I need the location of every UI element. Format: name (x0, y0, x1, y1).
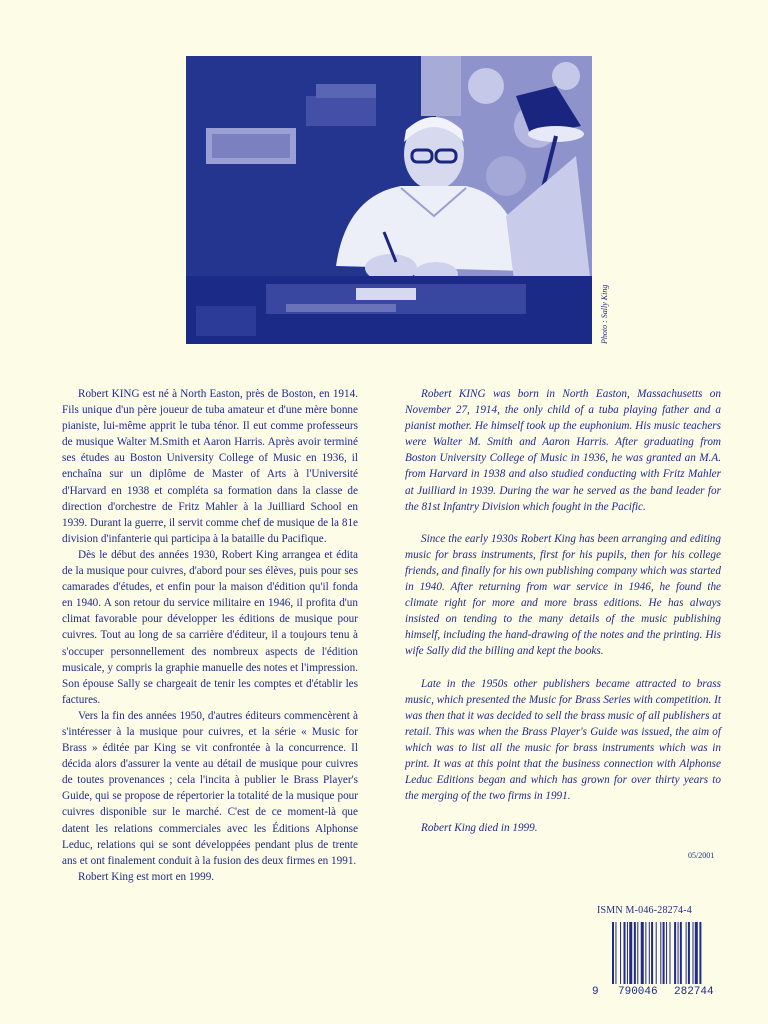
english-text-column (405, 386, 721, 852)
barcode-bar (656, 922, 657, 984)
barcode-bar (663, 922, 665, 984)
barcode-bar (693, 922, 694, 984)
barcode-bar (688, 922, 690, 984)
barcode-bar (649, 922, 650, 984)
barcode-bar (615, 922, 616, 984)
barcode-digit-left: 790046 (618, 986, 658, 998)
english-paragraph: Late in the 1950s other publishers became attracted to brass music, which presented the Music for Brass Series with competition. It was then that it was decided to sell the brass music of all publishers at retail. This was when the Brass Player's Guide was issued, the aim of which was to list all the music for brass instruments which was in print. It was at this point that the business connection with Alphonse Leduc Editions began and which has grown for over thirty years to the merging of the two firms in 1991. (405, 677, 721, 803)
barcode-bar (620, 922, 621, 984)
barcode-bar (629, 922, 632, 984)
barcode (586, 922, 732, 1004)
barcode-bar (695, 922, 698, 984)
barcode-bar (624, 922, 626, 984)
french-paragraph: Robert KING est né à North Easton, près de Boston, en 1914. Fils unique d'un père joueur de tuba amateur et d'une mère bonne pianiste, lui-même apprit le tuba ténor. Il eut comme professeurs de musique Walter M.Smith et Aaron Harris. Après avoir terminé ses études au Boston University College of Music en 1936, il enchaîna sur un diplôme de Master of Arts à l'Université d'Harvard en 1938 et compléta sa formation dans la classe de direction d'orchestre de Fritz Mahler à la Juilliard School en 1939. Durant la guerre, il servit comme chef de musique de la 81e division d'infanterie qui participa à la bataille du Pacifique. (62, 388, 358, 545)
portrait-photo (186, 56, 592, 344)
barcode-bar (627, 922, 628, 984)
ismn-code: ISMN M-046-28274-4 (597, 905, 692, 916)
barcode-bar (674, 922, 676, 984)
print-date: 05/2001 (688, 851, 715, 860)
english-paragraph: Robert King died in 1999. (421, 822, 538, 835)
barcode-bar (641, 922, 644, 984)
photo-credit: Photo : Sally King (600, 284, 609, 344)
english-paragraph: Robert KING was born in North Easton, Massachusetts on November 27, 1914, the only child of a tuba playing father and a pianist mother. He himself took up the euphonium. His music teachers were Walter M. Smith and Aaron Harris. After graduating from Boston University College of Music in 1936, he was granted an M.A. from Harvard in 1938 and also studied conducting with Fritz Mahler at Juilliard in 1939. During the war he served as the band leader for the 81st Infantry Division which fought in the Pacific. (405, 388, 721, 513)
barcode-digit-right: 282744 (674, 986, 714, 998)
barcode-bars (612, 922, 726, 984)
photo-illustration (186, 56, 592, 344)
french-paragraph: Vers la fin des années 1950, d'autres éditeurs commencèrent à s'intéresser à la musique pour cuivres, et la série « Music for Brass » éditée par King se vit confrontée à la concurrence. Il décida alors d'assurer la vente au détail de musique pour cuivres de toutes provenances ; cela l'incita à publier le Brass Player's Guide, qui se propose de répertorier la totalité de la musique pour cuivres disponible sur le marché. C'est de ce moment-là que datent les relations commerciales avec les Éditions Alphonse Leduc, relations qui se sont développées pendant plus de trente ans et ont finalement conduit à la fusion des deux firmes en 1991. (62, 709, 358, 867)
barcode-bar (680, 922, 682, 984)
barcode-bar (670, 922, 671, 984)
barcode-bar (634, 922, 636, 984)
barcode-bar (651, 922, 653, 984)
barcode-bar (645, 922, 646, 984)
barcode-bar (686, 922, 687, 984)
barcode-bar (699, 922, 701, 984)
english-paragraph: Since the early 1930s Robert King has been arranging and editing music for brass instruments, first for his pupils, then for his college friends, and finally for his own publishing company which was started in 1940. After returning from war service in 1946, he found the climate right for more and more brass editions. He has always insisted on tending to the many details of the music publishing himself, including the hand-drawing of the notes and the printing. His wife Sally did the billing and kept the books. (405, 532, 721, 658)
barcode-bar (660, 922, 661, 984)
french-paragraph: Dès le début des années 1930, Robert King arrangea et édita de la musique pour cuivres, d'abord pour ses élèves, puis pour ses camarades d'études, et enfin pour la maison d'édition qu'il fonda en 1940. A son retour du service militaire en 1946, il profita d'un climat favorable pour développer les éditions de musique pour cuivres. Tout au long de sa carrière d'éditeur, il a toujours tenu à s'occuper personnellement des nombreux aspects de l'édition musicale, y compris la graphie manuelle des notes et l'impression. Son épouse Sally se chargeait de tenir les comptes et d'établir les factures. (62, 548, 358, 706)
barcode-digit-prefix: 9 (592, 986, 599, 998)
barcode-bar (612, 922, 614, 984)
french-text-column (62, 386, 358, 885)
barcode-bar (637, 922, 638, 984)
barcode-bar (678, 922, 679, 984)
french-paragraph: Robert King est mort en 1999. (78, 870, 215, 883)
barcode-bar (666, 922, 667, 984)
